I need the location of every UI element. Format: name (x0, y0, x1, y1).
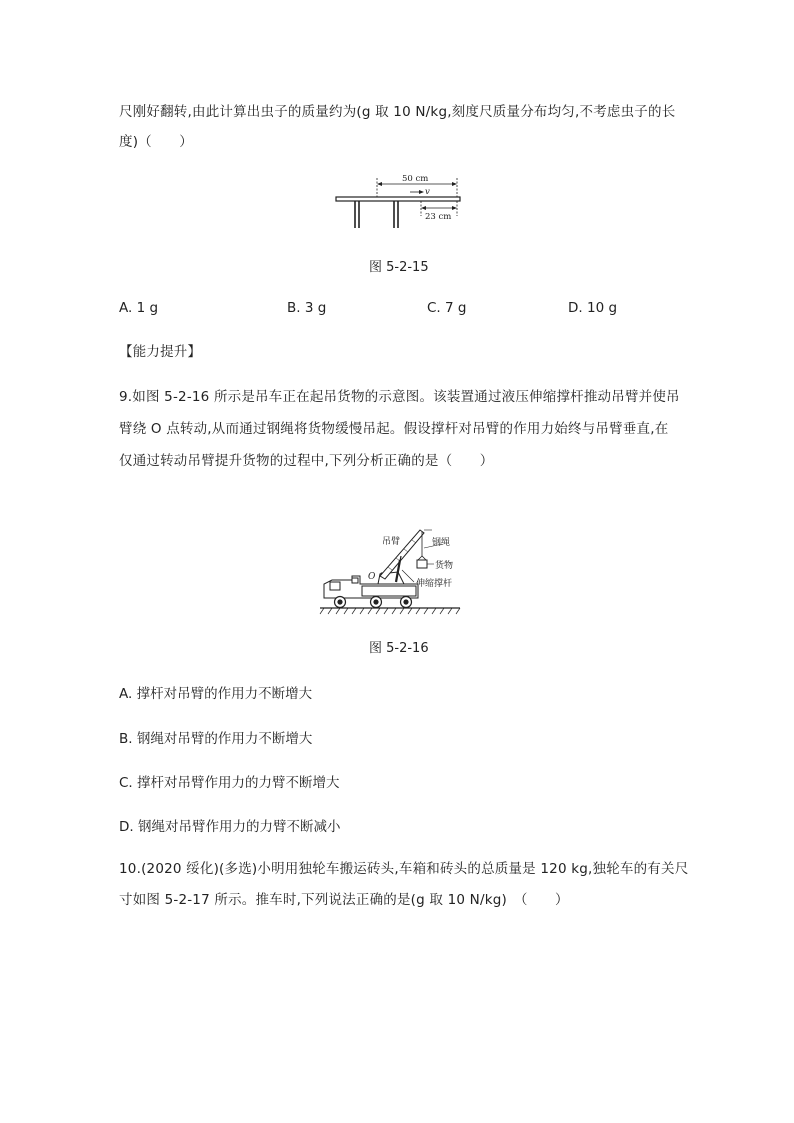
label-boom: 吊臂 (382, 537, 401, 547)
q8-text-line2: 度)（ ） (119, 134, 193, 150)
label-pivot-o: O (368, 572, 376, 582)
label-strut: 伸缩撑杆 (416, 579, 453, 589)
q10-text-line2: 寸如图 5-2-17 所示。推车时,下列说法正确的是(g 取 10 N/kg) （ ） (119, 892, 569, 908)
q8-text-line1: 尺刚好翻转,由此计算出虫子的质量约为(g 取 10 N/kg,刻度尺质量分布均匀,不考虑虫子的长 (119, 104, 676, 120)
q8-option-c: C. 7 g (427, 300, 467, 316)
label-velocity: v (425, 187, 430, 197)
q8-option-d: D. 10 g (568, 300, 618, 316)
label-cargo: 货物 (435, 561, 454, 571)
q9-option-b: B. 钢绳对吊臂的作用力不断增大 (119, 731, 313, 747)
q9-option-d: D. 钢绳对吊臂作用力的力臂不断减小 (119, 819, 341, 835)
q9-text-line3: 仅通过转动吊臂提升货物的过程中,下列分析正确的是（ ） (119, 453, 494, 469)
label-rope: 钢绳 (432, 538, 451, 548)
q10-text-line1: 10.(2020 绥化)(多选)小明用独轮车搬运砖头,车箱和砖头的总质量是 120 kg,独轮车的有关尺 (119, 861, 689, 877)
label-23cm: 23 cm (425, 212, 452, 222)
q9-option-a: A. 撑杆对吊臂的作用力不断增大 (119, 686, 313, 702)
label-50cm: 50 cm (402, 174, 429, 184)
caption-figure-5-2-16: 图 5-2-16 (369, 641, 429, 656)
q9-text-line2: 臂绕 O 点转动,从而通过钢绳将货物缓慢吊起。假设撑杆对吊臂的作用力始终与吊臂垂直,在 (119, 421, 669, 437)
figure-5-2-15 (330, 170, 470, 234)
ruler (336, 197, 460, 201)
q8-option-b: B. 3 g (287, 300, 327, 316)
caption-figure-5-2-15: 图 5-2-15 (369, 260, 429, 275)
section-heading: 【能力提升】 (119, 344, 202, 360)
cargo-box (417, 560, 427, 568)
figure-5-2-16 (318, 524, 488, 620)
q9-text-line1: 9.如图 5-2-16 所示是吊车正在起吊货物的示意图。该装置通过液压伸缩撑杆推动吊臂并使吊 (119, 389, 680, 405)
q8-option-a: A. 1 g (119, 300, 159, 316)
q9-option-c: C. 撑杆对吊臂作用力的力臂不断增大 (119, 775, 340, 791)
